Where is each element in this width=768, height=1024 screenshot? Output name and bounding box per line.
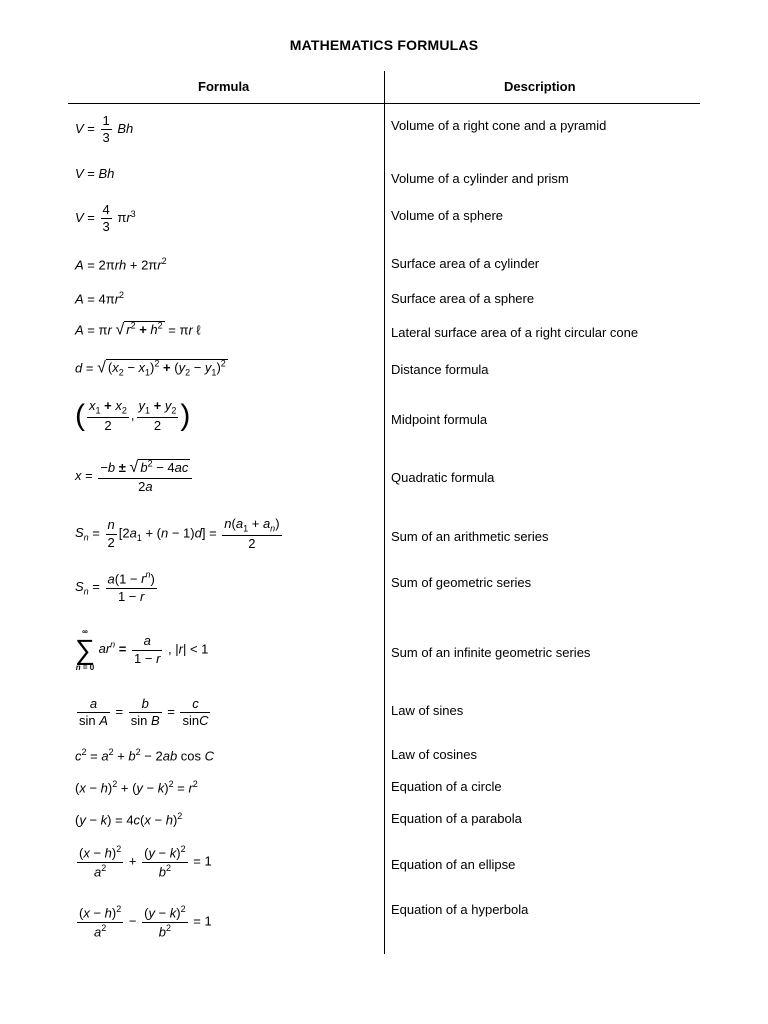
description-column-header: Description [504, 79, 576, 94]
description-cell: Lateral surface area of a right circular cone [391, 325, 639, 340]
formula-arithmetic-series: $S_n$ = $\frac{n}{2}$ $[2a_1 + (n - 1)d]$ = $\frac{n(a_1 + a_n)}{2}$ [75, 516, 280, 551]
description-cell: Midpoint formula [391, 412, 488, 427]
description-cell: Volume of a sphere [391, 208, 504, 223]
description-cell: Law of sines [391, 703, 464, 718]
formula-law-of-cosines: $c^2 = a^2 + b^2 - 2ab$ cos C [75, 747, 215, 764]
description-cell: Law of cosines [391, 747, 477, 762]
description-cell: Surface area of a sphere [391, 291, 535, 306]
formula-geometric-series: $S_n$ = $\frac{a(1 - r^n)}{1 - r}$ [75, 570, 155, 604]
description-cell: Sum of an arithmetic series [391, 529, 549, 544]
formula-ellipse: $\frac{(x - h)^2}{a^2}$ + $\frac{(y - k)^2}{b^2}$ = 1 [79, 844, 212, 879]
page-title: MATHEMATICS FORMULAS [289, 37, 479, 53]
description-cell: Equation of an ellipse [391, 857, 516, 872]
description-cell: Sum of geometric series [391, 575, 532, 590]
formula-circle: $(x - h)^2 + (y - k)^2 = r^2$ [75, 779, 198, 796]
formula-sphere-surface-area: $A = 4\pi r^2$ [75, 290, 125, 307]
description-cell: Quadratic formula [391, 470, 495, 485]
formula-midpoint: ( $\frac{x_1 + x_2}{2}$ , $\frac{y_1 + y_2}{2}$ ) [75, 398, 191, 433]
header-divider [68, 103, 700, 104]
formula-sphere-volume: V = $\frac{4}{3}$ $\pi r^3$ [75, 202, 136, 235]
formula-cone-lateral-area: A = πr √ $r^2 + h^2 = \pi r$ ℓ [75, 321, 201, 339]
description-cell: Equation of a hyperbola [391, 902, 529, 917]
formula-parabola: $(y - k) = 4c(x - h)^2$ [75, 811, 183, 828]
formula-cylinder-prism-volume: V = Bh [75, 166, 115, 181]
formula-infinite-geometric-series: ∞ ∑ n = 0 $ar^n$ = $\frac{a}{1 - r}$ , |r| < 1 [75, 627, 209, 672]
description-cell: Volume of a cylinder and prism [391, 171, 569, 186]
formula-hyperbola: $\frac{(x - h)^2}{a^2}$ − $\frac{(y - k)^2}{b^2}$ = 1 [79, 904, 212, 939]
description-cell: Equation of a circle [391, 779, 502, 794]
formula-cone-pyramid-volume: V = $\frac{1}{3}$ Bh [75, 113, 134, 146]
description-cell: Distance formula [391, 362, 489, 377]
formula-quadratic: x = $\frac{-b \pm √ b^2 - 4ac}{2a}$ [75, 458, 194, 495]
formula-distance: d = √ $(x_2 - x_1)^2 + (y_2 - y_1)^2$ [75, 359, 226, 378]
formula-law-of-sines: $\frac{a}{\text{sin A}}$ = $\frac{b}{\text{sin B}}$ = $\frac{c}{\sin C}$ [79, 696, 209, 729]
formula-column-header: Formula [198, 79, 250, 94]
description-cell: Equation of a parabola [391, 811, 522, 826]
column-divider [384, 71, 385, 954]
formula-cylinder-surface-area: $A = 2\pi rh + 2\pi r^2$ [75, 256, 167, 273]
description-cell: Volume of a right cone and a pyramid [391, 118, 607, 133]
description-cell: Surface area of a cylinder [391, 256, 540, 271]
description-cell: Sum of an infinite geometric series [391, 645, 591, 660]
